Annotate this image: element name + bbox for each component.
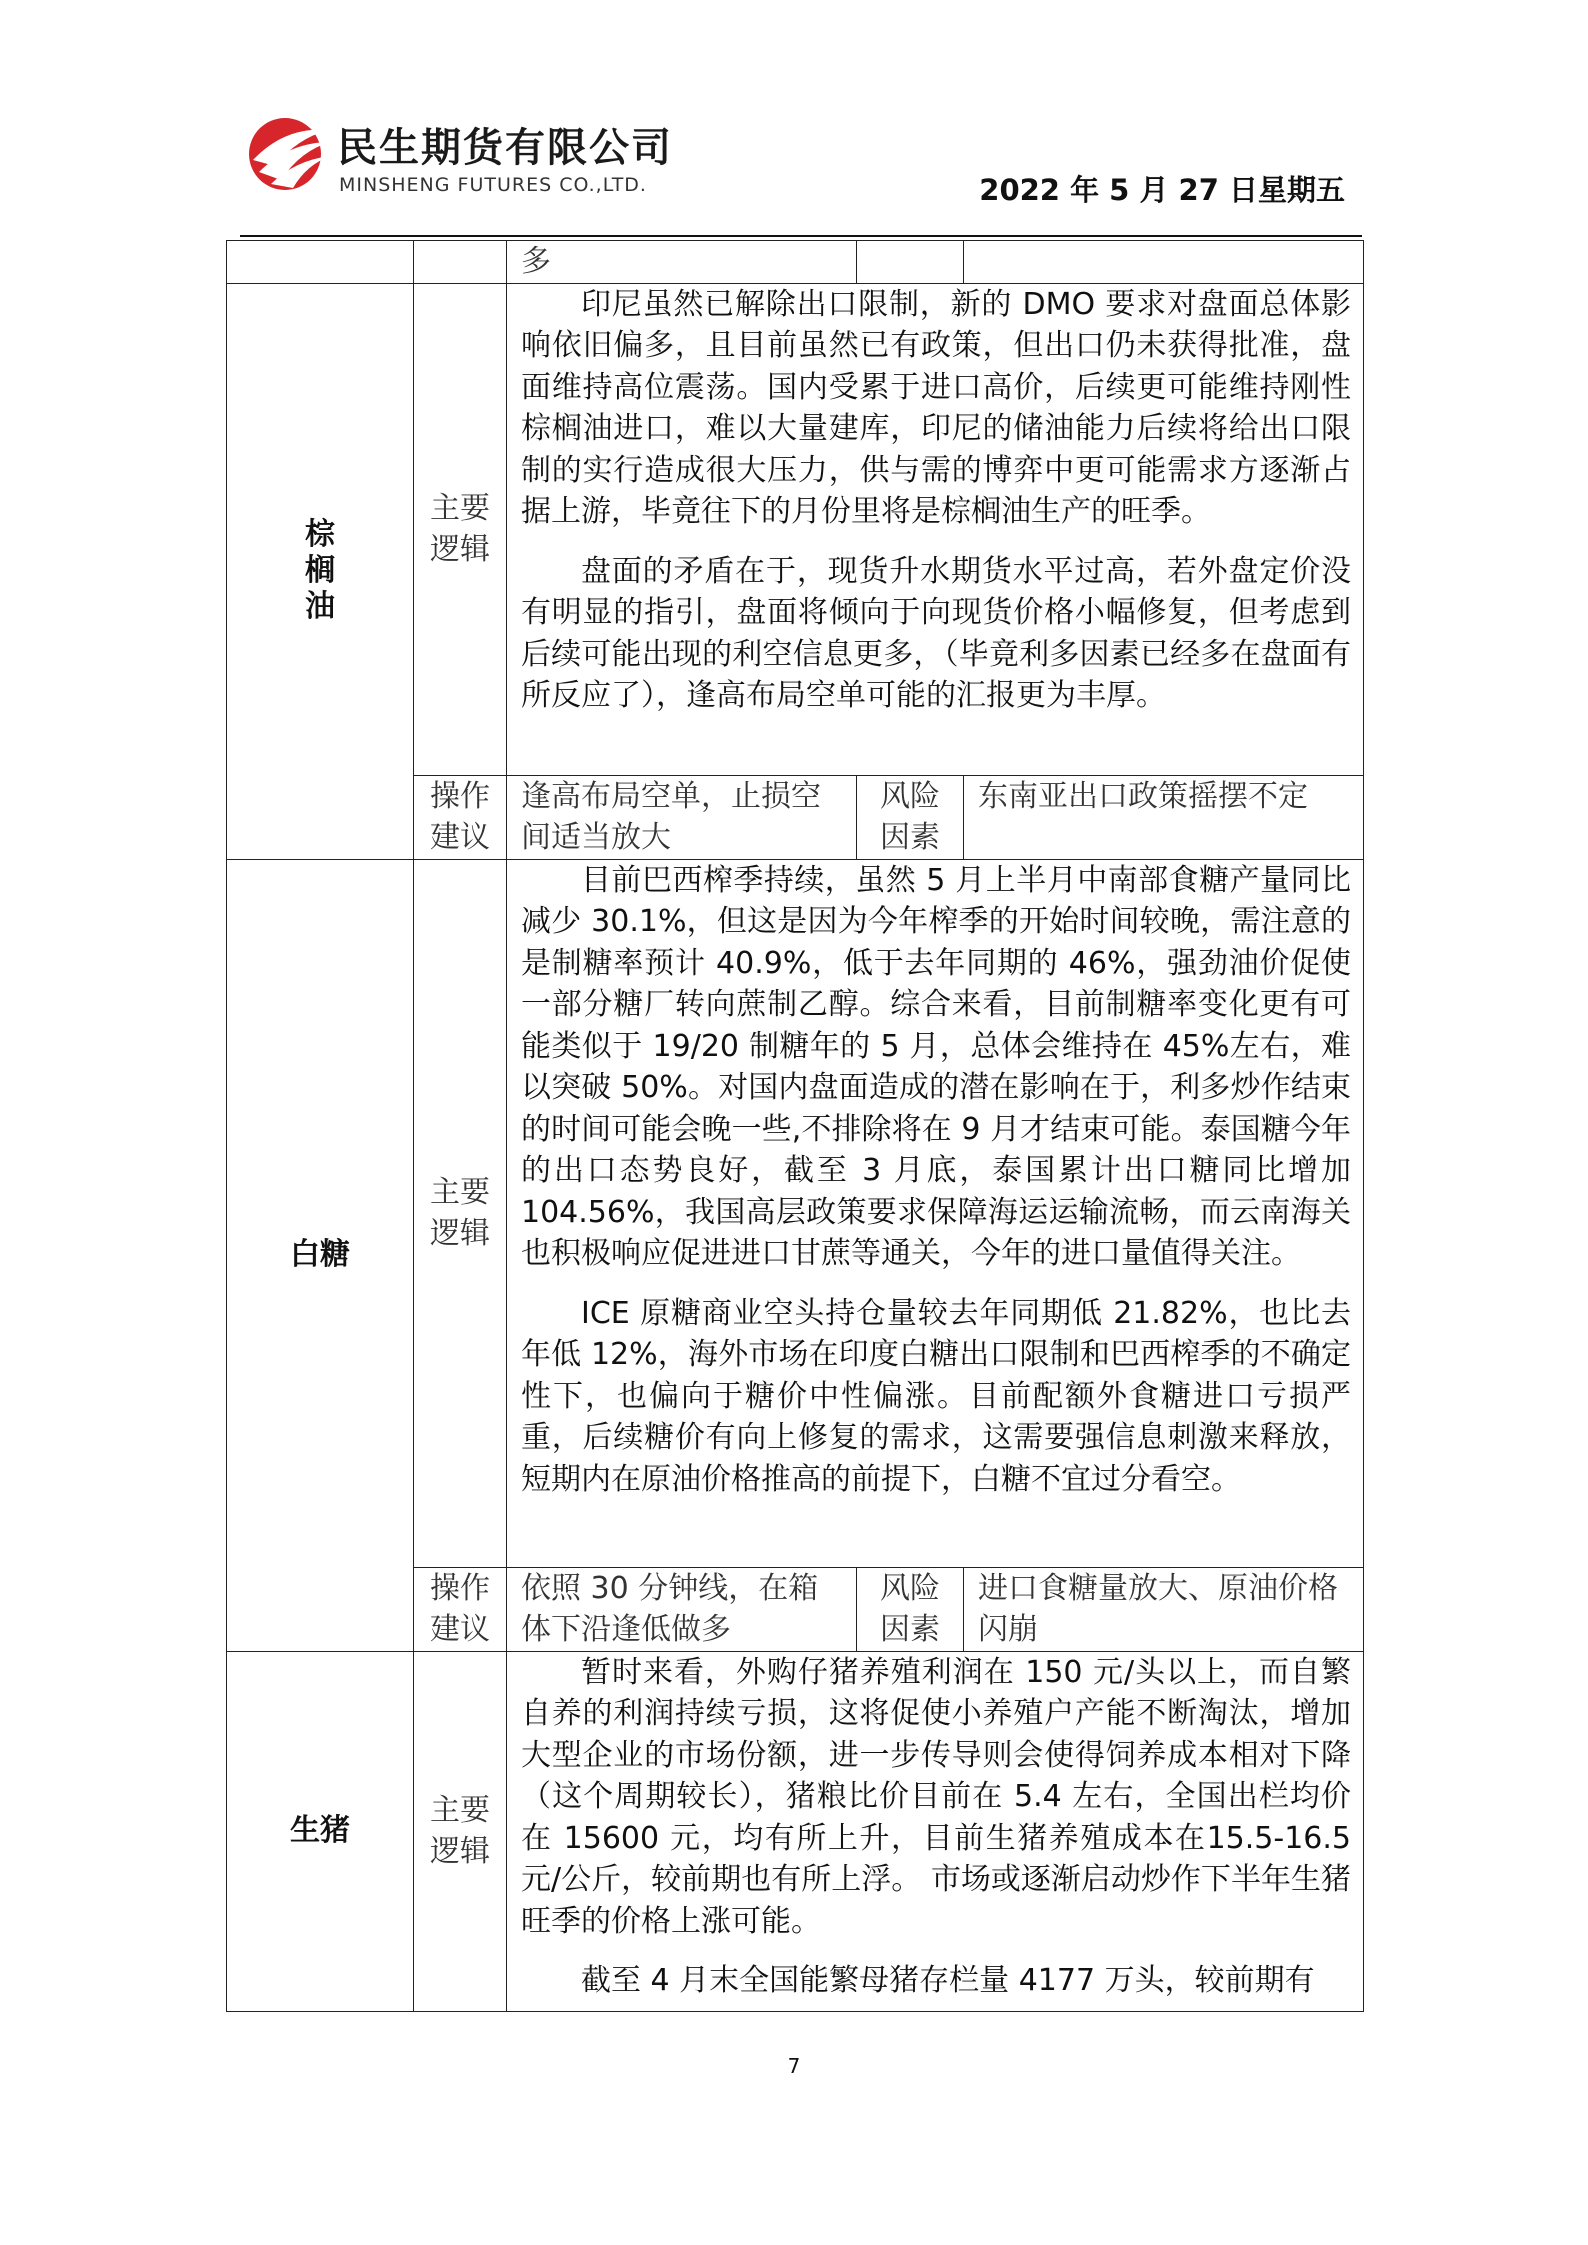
table-row-hog-logic <box>227 1651 1364 2011</box>
paragraph: 暂时来看，外购仔猪养殖利润在 150 元/头以上，而自繁自养的利润持续亏损，这将促使小养殖户产能不断淘汰，增加大型企业的市场份额，进一步传导则会使得饲养成本相对下降（这个周期较长），猪粮比价目前在 5.4 左右，全国出栏均价在 15600 元，均有所上升，目前生猪养殖成本在15.5-16.5 元/公斤，较前期也有所上浮。 市场或逐渐启动炒作下半年生猪旺季的价格上涨可能。 <box>521 1654 1351 1939</box>
commodity-live-hog: 生猪 <box>227 1651 414 2011</box>
live-hog-logic <box>507 1651 1364 2011</box>
operation-advice: 逢高布局空单，止损空间适当放大 <box>507 775 857 859</box>
page-number: 7 <box>787 2054 801 2078</box>
paragraph: 截至 4 月末全国能繁母猪存栏量 4177 万头，较前期有 <box>581 1963 1315 1998</box>
header-divider <box>240 235 1362 237</box>
risk-label: 风险 因素 <box>857 1567 964 1651</box>
paragraph: 盘面的矛盾在于，现货升水期货水平过高，若外盘定价没有明显的指引，盘面将倾向于向现货价格小幅修复，但考虑到后续可能出现的利空信息更多，（毕竟利多因素已经多在盘面有所反应了），逢高布局空单可能的汇报更为丰厚。 <box>521 553 1351 713</box>
logic-label: 主要 逻辑 <box>414 283 507 775</box>
paragraph: 目前巴西榨季持续，虽然 5 月上半月中南部食糖产量同比减少 30.1%，但这是因为今年榨季的开始时间较晚，需注意的是制糖率预计 40.9%，低于去年同期的 46%，强劲油价促使一部分糖厂转向蔗制乙醇。综合来看，目前制糖率变化更有可能类似于 19/20 制糖年的 5 月，总体会维持在 45%左右，难以突破 50%。对国内盘面造成的潜在影响在于，利多炒作结束的时间可能会晚一些,不排除将在 9 月才结束可能。泰国糖今年的出口态势良好，截至 3 月底，泰国累计出口糖同比增加 104.56%，我国高层政策要求保障海运运输流畅，而云南海关也积极响应促进进口甘蔗等通关，今年的进口量值得关注。 <box>521 862 1351 1271</box>
table-row-palm-logic <box>227 283 1364 775</box>
table-row-sugar-logic <box>227 859 1364 1567</box>
operation-advice: 依照 30 分钟线，在箱体下沿逢低做多 <box>507 1567 857 1651</box>
operation-label: 操作 建议 <box>414 775 507 859</box>
risk-factors: 进口食糖量放大、原油价格闪崩 <box>964 1567 1364 1651</box>
company-name-en: MINSHENG FUTURES CO.,LTD. <box>339 174 647 196</box>
company-name-cn: 民生期货有限公司 <box>337 125 673 171</box>
paragraph: ICE 原糖商业空头持仓量较去年同期低 21.82%，也比去年低 12%，海外市场在印度白糖出口限制和巴西榨季的不确定性下，也偏向于糖价中性偏涨。目前配额外食糖进口亏损严重，后续糖价有向上修复的需求，这需要强信息刺激来释放，短期内在原油价格推高的前提下，白糖不宜过分看空。 <box>521 1295 1351 1497</box>
logic-label: 主要 逻辑 <box>414 1651 507 2011</box>
carryover-text: 多 <box>507 241 857 284</box>
logic-label: 主要 逻辑 <box>414 859 507 1567</box>
company-logo-icon <box>245 108 333 196</box>
page-header <box>245 108 1363 238</box>
risk-label: 风险 因素 <box>857 775 964 859</box>
palm-oil-logic <box>507 283 1364 775</box>
commodity-palm-oil: 棕 榈 油 <box>227 283 414 859</box>
commodity-sugar: 白糖 <box>227 859 414 1651</box>
analysis-table <box>226 240 1364 2012</box>
paragraph: 印尼虽然已解除出口限制，新的 DMO 要求对盘面总体影响依旧偏多，且目前虽然已有政策，但出口仍未获得批准，盘面维持高位震荡。国内受累于进口高价，后续更可能维持刚性棕榈油进口，难以大量建库，印尼的储油能力后续将给出口限制的实行造成很大压力，供与需的博弈中更可能需求方逐渐占据上游，毕竟往下的月份里将是棕榈油生产的旺季。 <box>521 286 1351 529</box>
table-row-carryover <box>227 241 1364 284</box>
risk-factors: 东南亚出口政策摇摆不定 <box>964 775 1364 859</box>
operation-label: 操作 建议 <box>414 1567 507 1651</box>
report-date: 2022 年 5 月 27 日星期五 <box>979 173 1345 207</box>
sugar-logic <box>507 859 1364 1567</box>
